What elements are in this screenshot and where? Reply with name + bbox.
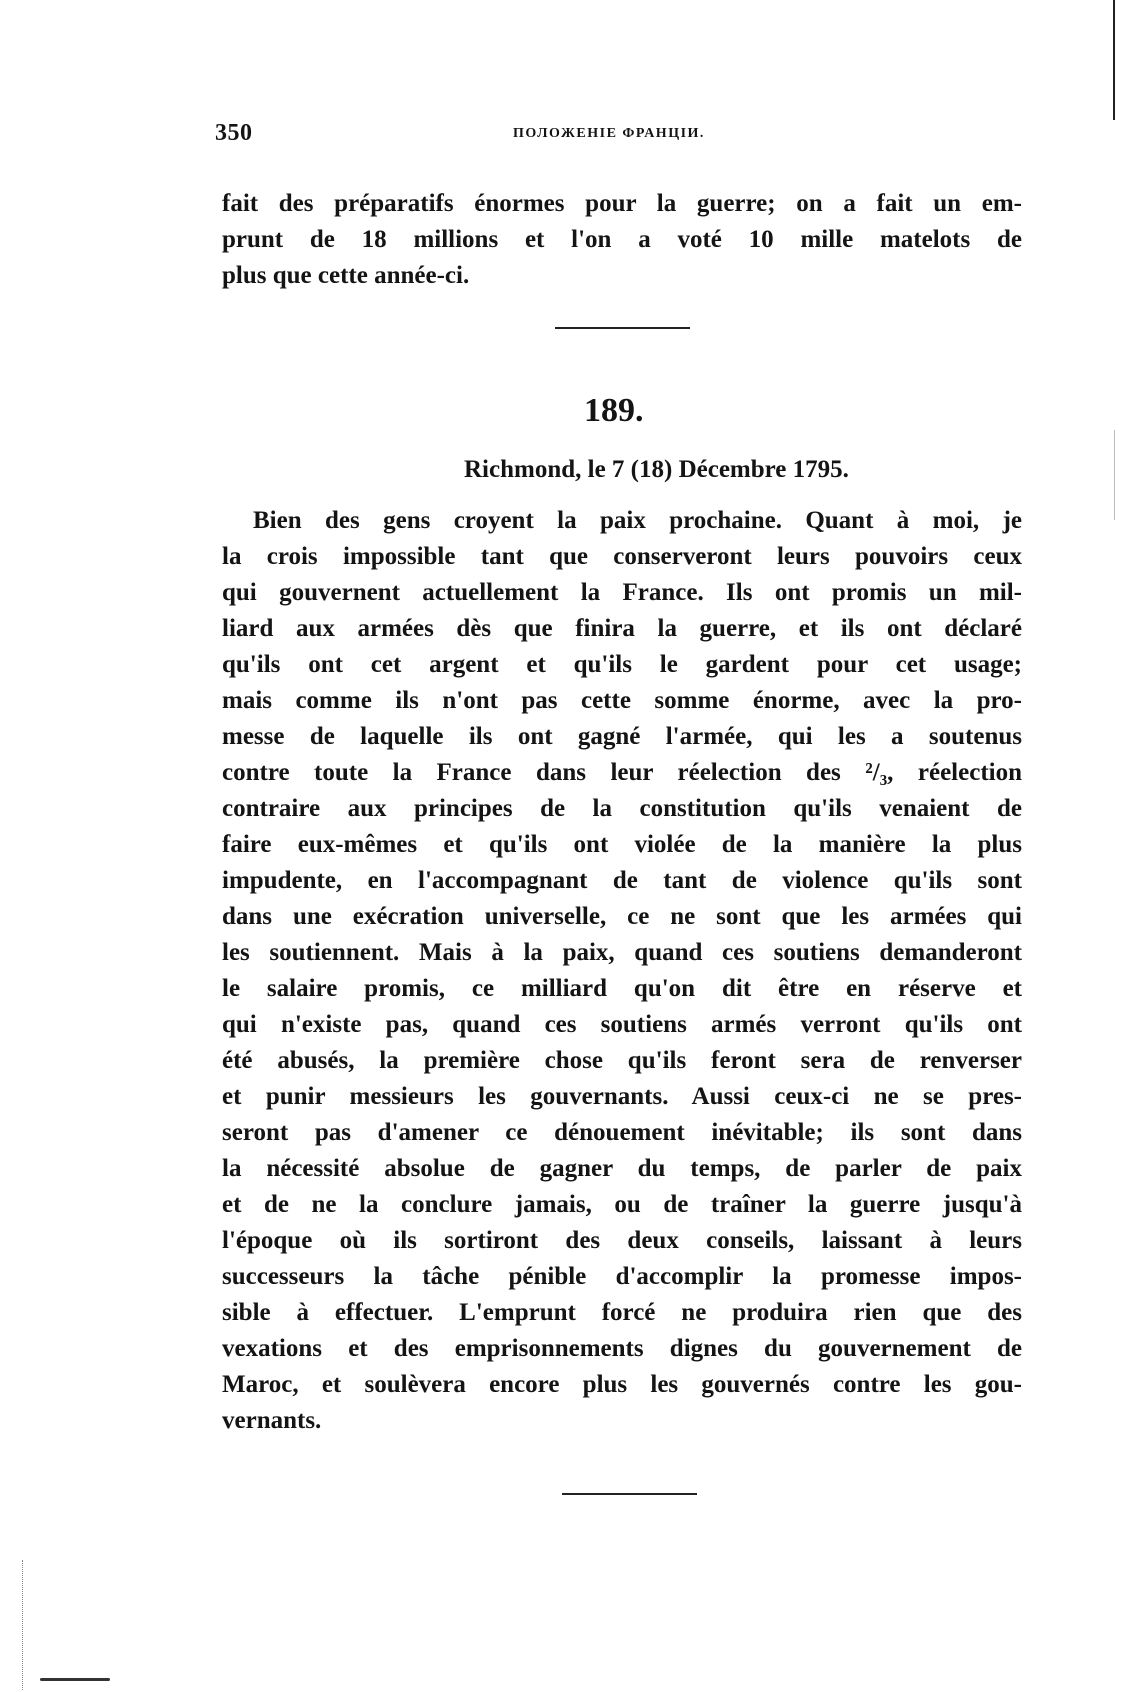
section-divider [555,327,690,329]
text-line: contraire aux principes de la constitution qu'ils venaient de [222,795,1022,822]
page-edge-line [1113,0,1115,120]
text-line: vernants. [222,1407,322,1434]
text-line: Bien des gens croyent la paix prochaine. Quant à moi, je [253,507,1022,534]
letter-number: 189. [584,392,644,429]
text-line: contre toute la France dans leur réelection des ²/₃, réelection [222,759,1022,786]
section-divider [562,1493,697,1495]
text-line: faire eux-mêmes et qu'ils ont violée de la manière la plus [222,831,1022,858]
text-line: la nécessité absolue de gagner du temps, de parler de paix [222,1155,1022,1182]
text-line: et punir messieurs les gouvernants. Aussi ceux-ci ne se pres- [222,1083,1022,1110]
text-line: été abusés, la première chose qu'ils feront sera de renverser [222,1047,1022,1074]
text-line: fait des préparatifs énormes pour la guerre; on a fait un em- [222,190,1022,217]
text-line: vexations et des emprisonnements dignes du gouvernement de [222,1335,1022,1362]
letter-dateline: Richmond, le 7 (18) Décembre 1795. [464,456,849,483]
text-line: qui n'existe pas, quand ces soutiens armés verront qu'ils ont [222,1011,1022,1038]
text-line: successeurs la tâche pénible d'accomplir la promesse impos- [222,1263,1022,1290]
text-line: sible à effectuer. L'emprunt forcé ne produira rien que des [222,1299,1022,1326]
text-line: et de ne la conclure jamais, ou de traîner la guerre jusqu'à [222,1191,1022,1218]
text-line: seront pas d'amener ce dénouement inévitable; ils sont dans [222,1119,1022,1146]
text-line: dans une exécration universelle, ce ne sont que les armées qui [222,903,1022,930]
letter-body [222,503,1022,1439]
text-line: plus que cette année-ci. [222,262,470,289]
text-line: mais comme ils n'ont pas cette somme énorme, avec la pro- [222,687,1022,714]
page-header [215,120,1025,154]
text-line: liard aux armées dès que finira la guerre, et ils ont déclaré [222,615,1022,642]
page-edge-line [1114,430,1115,520]
text-line: qui gouvernent actuellement la France. Ils ont promis un mil- [222,579,1022,606]
scan-specks [22,1560,24,1690]
scan-smudge [40,1678,110,1681]
page-number: 350 [215,120,253,146]
text-line: la crois impossible tant que conserveront leurs pouvoirs ceux [222,543,1022,570]
text-line: l'époque où ils sortiront des deux conseils, laissant à leurs [222,1227,1022,1254]
running-head: ПОЛОЖЕНІЕ ФРАНЦІИ. [513,126,705,141]
text-line: impudente, en l'accompagnant de tant de violence qu'ils sont [222,867,1022,894]
text-line: les soutiennent. Mais à la paix, quand ces soutiens demanderont [222,939,1022,966]
paragraph-continuation [222,186,1022,294]
text-line: qu'ils ont cet argent et qu'ils le gardent pour cet usage; [222,651,1022,678]
text-line: messe de laquelle ils ont gagné l'armée, qui les a soutenus [222,723,1022,750]
text-line: prunt de 18 millions et l'on a voté 10 mille matelots de [222,226,1022,253]
text-line: le salaire promis, ce milliard qu'on dit être en réserve et [222,975,1022,1002]
text-line: Maroc, et soulèvera encore plus les gouvernés contre les gou- [222,1371,1022,1398]
